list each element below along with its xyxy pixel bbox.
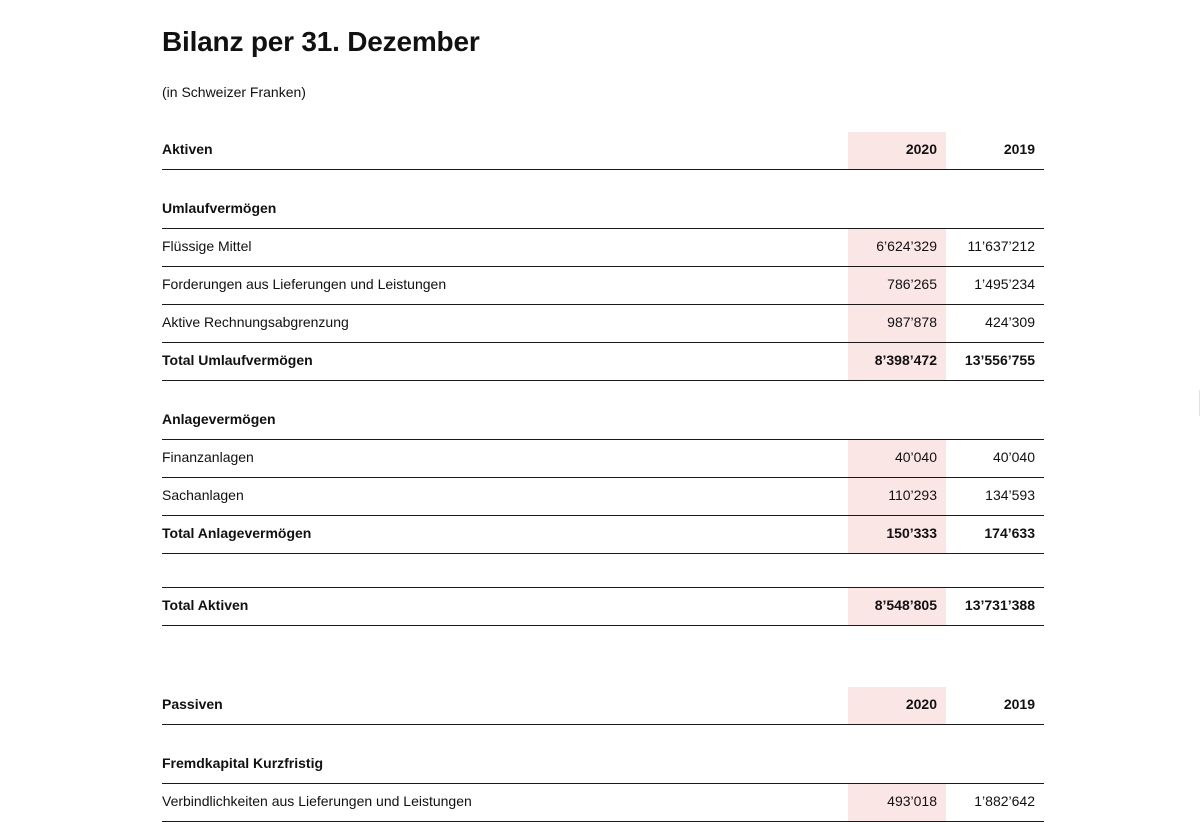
- assets-header-row: [162, 132, 1044, 170]
- table-row: [162, 440, 1044, 478]
- total-row-aktiven: [162, 588, 1044, 626]
- value-2020: 786’265: [848, 267, 946, 304]
- assets-heading: Aktiven: [162, 141, 213, 157]
- value-2020: 8’548’805: [848, 588, 946, 625]
- table-row: [162, 267, 1044, 305]
- page-title: Bilanz per 31. Dezember: [162, 26, 480, 57]
- section-row-umlaufvermoegen: [162, 170, 1044, 229]
- section-row-anlagevermoegen: [162, 381, 1044, 440]
- value-2020: 40’040: [848, 440, 946, 477]
- divider-spacer: [162, 554, 1044, 588]
- value-2019: 1’495’234: [974, 276, 1035, 292]
- liabilities-table: [162, 687, 1044, 822]
- value-2020: 493’018: [848, 784, 946, 821]
- value-2019: 11’637’212: [967, 238, 1035, 254]
- value-2020: 987’878: [848, 305, 946, 342]
- row-label: Total Umlaufvermögen: [162, 352, 313, 368]
- value-2020: 6’624’329: [848, 229, 946, 266]
- value-2019: 134’593: [985, 487, 1035, 503]
- total-row-umlaufvermoegen: [162, 343, 1044, 381]
- currency-note: (in Schweizer Franken): [162, 84, 306, 100]
- value-2019: 40’040: [992, 449, 1035, 465]
- row-label: Verbindlichkeiten aus Lieferungen und Leistungen: [162, 793, 472, 809]
- table-row: [162, 784, 1044, 822]
- row-label: Finanzanlagen: [162, 449, 254, 465]
- section-heading: Umlaufvermögen: [162, 200, 277, 216]
- value-2019: 13’556’755: [964, 352, 1035, 368]
- table-row: [162, 305, 1044, 343]
- section-row-fremdkapital-kurzfristig: [162, 725, 1044, 784]
- value-2020: 110’293: [848, 478, 946, 515]
- value-2019: 424’309: [985, 314, 1035, 330]
- value-2020: 150’333: [848, 516, 946, 553]
- liabilities-heading: Passiven: [162, 696, 223, 712]
- liabilities-header-row: [162, 687, 1044, 725]
- column-2019-header: 2019: [1003, 141, 1035, 157]
- row-label: Total Anlagevermögen: [162, 525, 312, 541]
- value-2019: 174’633: [984, 525, 1035, 541]
- row-label: Flüssige Mittel: [162, 238, 252, 254]
- value-2019: 13’731’388: [964, 597, 1035, 613]
- value-2020: 8’398’472: [848, 343, 946, 380]
- column-2020-header: 2020: [848, 687, 946, 724]
- assets-table: [162, 132, 1044, 626]
- section-heading: Anlagevermögen: [162, 411, 276, 427]
- column-2020-header: 2020: [848, 132, 946, 169]
- column-2019-header: 2019: [1003, 696, 1035, 712]
- table-row: [162, 229, 1044, 267]
- row-label: Sachanlagen: [162, 487, 244, 503]
- total-row-anlagevermoegen: [162, 516, 1044, 554]
- row-label: Total Aktiven: [162, 597, 249, 613]
- row-label: Forderungen aus Lieferungen und Leistungen: [162, 276, 447, 292]
- section-heading: Fremdkapital Kurzfristig: [162, 755, 324, 771]
- value-2019: 1’882’642: [974, 793, 1035, 809]
- table-row: [162, 478, 1044, 516]
- row-label: Aktive Rechnungsabgrenzung: [162, 314, 349, 330]
